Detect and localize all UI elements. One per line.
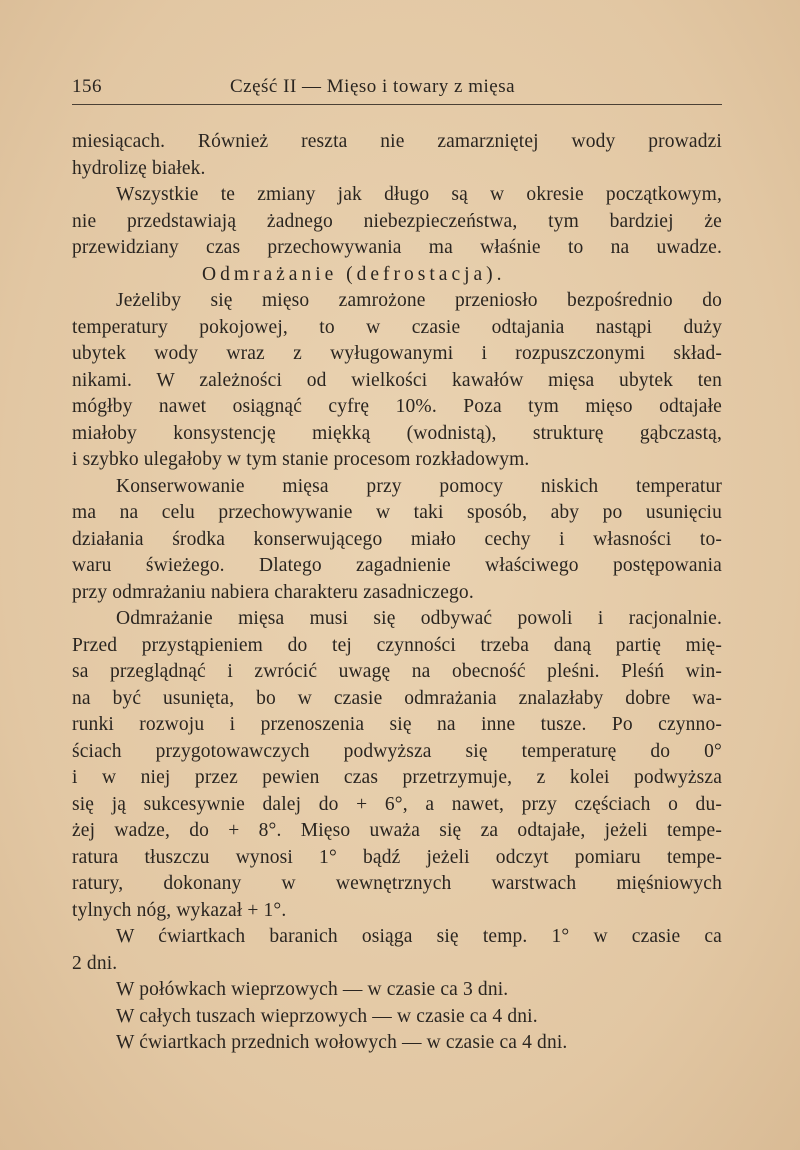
text-line: nie przedstawiają żadnego niebezpieczeństwa, tym bardziej że <box>72 210 722 232</box>
text-line: na być usunięta, bo w czasie odmrażania znalazłaby dobre wa- <box>72 687 722 709</box>
text-line: waru świeżego. Dlatego zagadnienie właściwego postępowania <box>72 555 722 576</box>
section-heading: Odmrażanie (defrostacja). <box>202 263 506 285</box>
text-line: Konserwowanie mięsa przy pomocy niskich temperatur <box>116 475 722 497</box>
text-line: temperatury pokojowej, to w czasie odtajania nastąpi duży <box>72 316 722 338</box>
text-line: 2 dni. <box>72 952 118 974</box>
header-rule <box>72 104 722 105</box>
text-line: Jeżeliby się mięso zamrożone przeniosło bezpośrednio do <box>116 290 722 311</box>
text-line: nikami. W zależności od wielkości kawałów mięsa ubytek ten <box>72 369 722 391</box>
text-line: żej wadze, do + 8°. Mięso uważa się za odtajałe, jeżeli tempe- <box>72 820 722 841</box>
running-header <box>72 76 722 106</box>
text-line: działania środka konserwującego miało cechy i własności to- <box>72 528 722 550</box>
text-line: W ćwiartkach przednich wołowych — w czasie ca 4 dni. <box>116 1032 568 1053</box>
text-line: ma na celu przechowywanie w taki sposób, aby po usunięciu <box>72 502 722 523</box>
text-line: ściach przygotowawczych podwyższa się temperaturę do 0° <box>72 740 722 762</box>
text-line: miesiącach. Również reszta nie zamarzniętej wody prowadzi <box>72 131 722 152</box>
text-line: przewidziany czas przechowywania ma właśnie to na uwadze. <box>72 237 722 258</box>
text-line: runki rozwoju i przenoszenia się na inne tusze. Po czynno- <box>72 714 722 735</box>
page-body <box>72 129 722 1057</box>
text-line: W połówkach wieprzowych — w czasie ca 3 dni. <box>116 979 509 1000</box>
text-line: Przed przystąpieniem do tej czynności trzeba daną partię mię- <box>72 634 722 656</box>
text-line: się ją sukcesywnie dalej do + 6°, a nawet, przy częściach o du- <box>72 793 722 815</box>
running-title: Część II — Mięso i towary z mięsa <box>230 76 516 97</box>
text-line: ratury, dokonany w wewnętrznych warstwach mięśniowych <box>72 873 722 894</box>
text-line: i szybko ulegałoby w tym stanie procesom rozkładowym. <box>72 449 530 470</box>
page-number: 156 <box>72 76 102 97</box>
text-line: ubytek wody wraz z wyługowanymi i rozpuszczonymi skład- <box>72 343 722 364</box>
text-line: W ćwiartkach baranich osiąga się temp. 1° w czasie ca <box>116 926 722 947</box>
text-line: W całych tuszach wieprzowych — w czasie ca 4 dni. <box>116 1005 538 1027</box>
text-line: sa przeglądnąć i zwrócić uwagę na obecność pleśni. Pleśń win- <box>72 661 722 682</box>
text-line: Wszystkie te zmiany jak długo są w okresie początkowym, <box>116 184 722 205</box>
text-line: miałoby konsystencję miękką (wodnistą), strukturę gąbczastą, <box>72 422 722 444</box>
text-line: przy odmrażaniu nabiera charakteru zasadniczego. <box>72 581 474 603</box>
text-line: tylnych nóg, wykazał + 1°. <box>72 899 287 921</box>
text-line: ratura tłuszczu wynosi 1° bądź jeżeli odczyt pomiaru tempe- <box>72 846 722 868</box>
text-line: mógłby nawet osiągnąć cyfrę 10%. Poza tym mięso odtajałe <box>72 396 722 417</box>
text-line: i w niej przez pewien czas przetrzymuje, z kolei podwyższa <box>72 767 722 788</box>
text-line: Odmrażanie mięsa musi się odbywać powoli i racjonalnie. <box>116 608 722 629</box>
text-line: hydrolizę białek. <box>72 157 206 179</box>
